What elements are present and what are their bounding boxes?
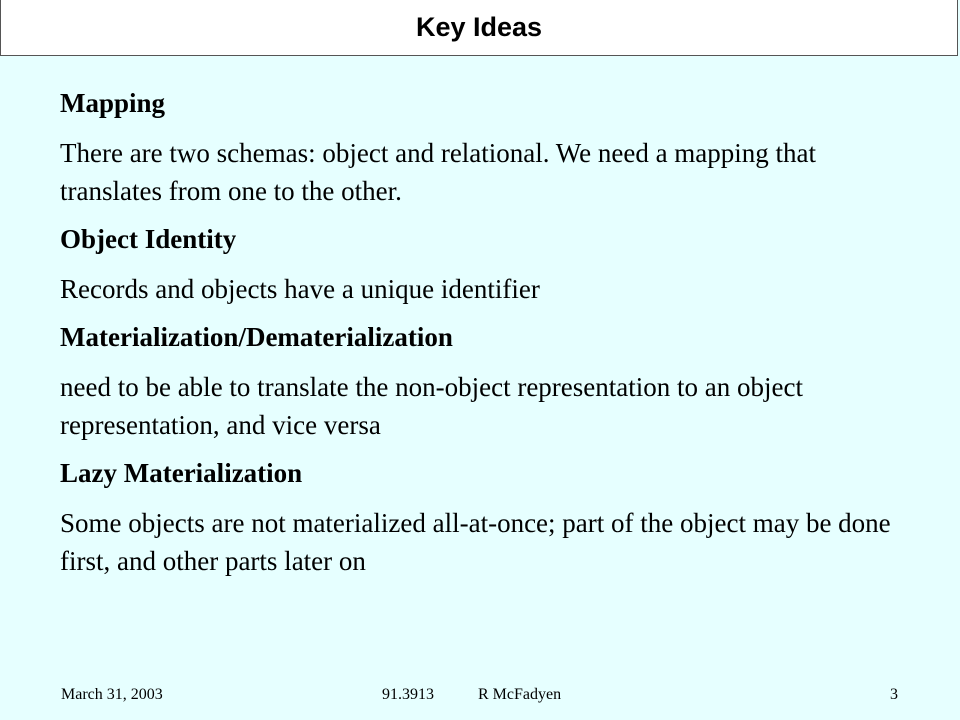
section-text-object-identity: Records and objects have a unique identifier <box>60 274 540 304</box>
section-text-lazy-materialization: Some objects are not materialized all-at-once; part of the object may be done first, and other parts later on <box>60 508 891 576</box>
slide-footer <box>0 686 960 710</box>
footer-page-number: 3 <box>890 686 898 703</box>
slide-title: Key Ideas <box>415 12 543 42</box>
section-heading-lazy-materialization: Lazy Materialization <box>60 458 303 488</box>
slide-body <box>60 86 920 592</box>
section-heading-materialization: Materialization/Dematerialization <box>60 322 453 352</box>
section-heading-mapping: Mapping <box>60 88 166 118</box>
footer-author: R McFadyen <box>478 686 562 703</box>
footer-date: March 31, 2003 <box>61 686 163 703</box>
slide-title-bar <box>0 0 958 56</box>
section-heading-object-identity: Object Identity <box>60 224 237 254</box>
section-text-mapping: There are two schemas: object and relational. We need a mapping that translates from one to the other. <box>60 138 817 206</box>
footer-course: 91.3913 <box>382 686 434 703</box>
section-text-materialization: need to be able to translate the non-object representation to an object representation, and vice versa <box>60 372 803 440</box>
